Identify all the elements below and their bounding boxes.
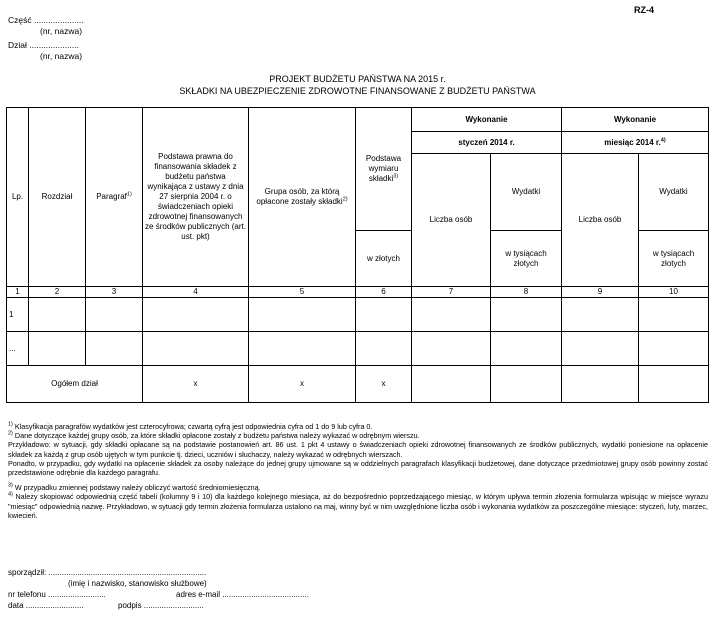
footnote-2-example: Przykładowo: w sytuacji, gdy składki opłacane są na podstawie postanowień art. 86 ust. 1 pkt 4 ustawy o świadczeniach opieki zdrowotnej finansowanych ze środków publicznych, wydatki poniesione na opłacenie składek za każdą z grup osób ujętych w tym punkcie tj. dzieci, uczniów i słuchaczy, należy wykazać w odrębnych wierszach. xyxy=(8,440,708,459)
cell-rozdzial[interactable] xyxy=(29,332,86,366)
cell-wydatki-1[interactable] xyxy=(491,332,562,366)
header-wykonanie-1: Wykonanie xyxy=(412,108,562,132)
header-w-tysiacach-2: w tysiącach złotych xyxy=(639,231,709,287)
table-row xyxy=(7,298,709,332)
dzial-field xyxy=(8,40,79,50)
column-number: 5 xyxy=(249,287,356,298)
footnote-2-more: Ponadto, w przypadku, gdy wydatki na opłacenie składek za osoby należące do jednej grupy ujmowane są w oddzielnych paragrafach klasyfikacji budżetowej, dane dotyczące przedmiotowej grupy osób powinny zostać przedstawione odrębnie dla każdego paragrafu. xyxy=(8,458,708,478)
header-period-2: miesiąc 2014 r.$^{4)}$ xyxy=(562,132,709,154)
column-number: 2 xyxy=(29,287,86,298)
cell-paragraf[interactable] xyxy=(86,332,143,366)
cell-grupa-osob[interactable] xyxy=(249,298,356,332)
table-row xyxy=(7,332,709,366)
cell-podstawa-prawna[interactable] xyxy=(143,298,249,332)
cell-liczba-osob-2[interactable] xyxy=(562,298,639,332)
column-number: 9 xyxy=(562,287,639,298)
cell-wydatki-1[interactable] xyxy=(491,298,562,332)
czesc-hint: (nr, nazwa) xyxy=(40,26,83,36)
cell-paragraf[interactable] xyxy=(86,298,143,332)
cell-wydatki-2[interactable] xyxy=(639,298,709,332)
column-number: 8 xyxy=(491,287,562,298)
budget-table xyxy=(6,107,709,403)
column-number: 4 xyxy=(143,287,249,298)
total-x-wymiar: x xyxy=(356,366,412,403)
sporzadzil-hint: (imię i nazwisko, stanowisko służbowe) xyxy=(68,579,207,588)
header-lp: Lp. xyxy=(7,108,29,287)
cell-grupa-osob[interactable] xyxy=(249,332,356,366)
czesc-label: Część xyxy=(8,15,32,25)
email-field: adres e-mail ....................................... xyxy=(176,590,309,599)
form-code: RZ-4 xyxy=(634,5,654,15)
column-number: 6 xyxy=(356,287,412,298)
header-liczba-osob-1: Liczba osób xyxy=(412,154,491,287)
header-rozdzial: Rozdział xyxy=(29,108,86,287)
czesc-dots: ..................... xyxy=(34,15,84,25)
column-number: 7 xyxy=(412,287,491,298)
header-period-1: styczeń 2014 r. xyxy=(412,132,562,154)
total-wydatki-1[interactable] xyxy=(491,366,562,403)
footnotes xyxy=(8,422,708,520)
header-w-tysiacach-1: w tysiącach złotych xyxy=(491,231,562,287)
column-number: 10 xyxy=(639,287,709,298)
cell-podstawa-wymiaru[interactable] xyxy=(356,332,412,366)
header-wydatki-2: Wydatki xyxy=(639,154,709,231)
document-title: PROJEKT BUDŻETU PAŃSTWA NA 2015 r. xyxy=(269,74,446,84)
total-x-grupa: x xyxy=(249,366,356,403)
czesc-field xyxy=(8,15,84,25)
total-wydatki-2[interactable] xyxy=(639,366,709,403)
telefon-field: nr telefonu .......................... xyxy=(8,590,106,599)
footnote-ref-4: 4) xyxy=(660,136,666,143)
footnote-ref-2: 2) xyxy=(342,196,348,203)
footnote-4: $^{4)}$ Należy skopiować odpowiednią część tabeli (kolumny 9 i 10) dla każdego kolejnego miesiąca, aż do bezpośrednio poprzedzającego miesiąc, w którym upływa termin złożenia formularza wpisując w miejsce wyrazu "miesiąc" odpowiednią nazwę. Przykładowo, w sytuacji gdy termin złożenia formularza ustalono na maj, winny być w nim uwzględnione liczba osób i wykonania wydatków za poszczególne miesiące: styczeń, luty, marzec, kwiecień. xyxy=(8,492,709,520)
header-w-zlotych: w złotych xyxy=(356,231,412,287)
cell-podstawa-prawna[interactable] xyxy=(143,332,249,366)
footnote-ref-1: 1) xyxy=(126,191,132,198)
total-label: Ogółem dział xyxy=(7,366,143,403)
total-liczba-osob-1[interactable] xyxy=(412,366,491,403)
podpis-field: podpis ........................... xyxy=(118,601,204,610)
total-x-podstawa: x xyxy=(143,366,249,403)
row-lp: 1 xyxy=(7,298,29,332)
header-grupa-osob: Grupa osób, za którą opłacone zostały składki$^{2)}$ xyxy=(249,108,356,287)
cell-liczba-osob-1[interactable] xyxy=(412,298,491,332)
footnote-ref-3: 3) xyxy=(393,173,399,180)
cell-podstawa-wymiaru[interactable] xyxy=(356,298,412,332)
header-wydatki-1: Wydatki xyxy=(491,154,562,231)
footnote-3: $^{3)}$ W przypadku zmiennej podstawy należy obliczyć wartość średniomiesięczną. xyxy=(8,482,261,493)
header-podstawa-wymiaru: Podstawa wymiaru składki$^{3)}$ xyxy=(356,108,412,231)
cell-rozdzial[interactable] xyxy=(29,298,86,332)
header-podstawa-prawna: Podstawa prawna do finansowania składek z budżetu państwa wynikająca z ustawy z dnia 27 sierpnia 2004 r. o świadczeniach opieki zdrowotnej finansowanych ze środków publicznych (art. ust. pkt) xyxy=(143,108,249,287)
cell-liczba-osob-2[interactable] xyxy=(562,332,639,366)
total-liczba-osob-2[interactable] xyxy=(562,366,639,403)
sporzadzil-field: sporządził: ....................................................................... xyxy=(8,568,207,577)
document-subtitle: SKŁADKI NA UBEZPIECZENIE ZDROWOTNE FINANSOWANE Z BUDŻETU PAŃSTWA xyxy=(179,86,536,96)
dzial-label: Dział xyxy=(8,40,27,50)
dzial-dots: ..................... xyxy=(29,40,79,50)
footnote-1: $^{1)}$ Klasyfikacja paragrafów wydatków jest czterocyfrowa; czwartą cyfrą jest odpowiednia cyfra od 1 do 9 lub cyfra 0. xyxy=(8,421,373,431)
header-liczba-osob-2: Liczba osób xyxy=(562,154,639,287)
column-number: 1 xyxy=(7,287,29,298)
row-lp: ... xyxy=(7,332,29,366)
cell-liczba-osob-1[interactable] xyxy=(412,332,491,366)
total-row xyxy=(7,366,709,403)
column-number: 3 xyxy=(86,287,143,298)
data-field: data .......................... xyxy=(8,601,84,610)
dzial-hint: (nr, nazwa) xyxy=(40,51,83,61)
footnote-2: $^{2)}$ Dane dotyczące każdej grupy osób, za które składki opłacone zostały z budżetu państwa należy wykazać w odrębnym wierszu. xyxy=(8,430,420,441)
cell-wydatki-2[interactable] xyxy=(639,332,709,366)
column-numbers-row xyxy=(7,287,709,298)
header-paragraf: Paragraf$^{1)}$ xyxy=(86,108,143,287)
header-wykonanie-2: Wykonanie xyxy=(562,108,709,132)
